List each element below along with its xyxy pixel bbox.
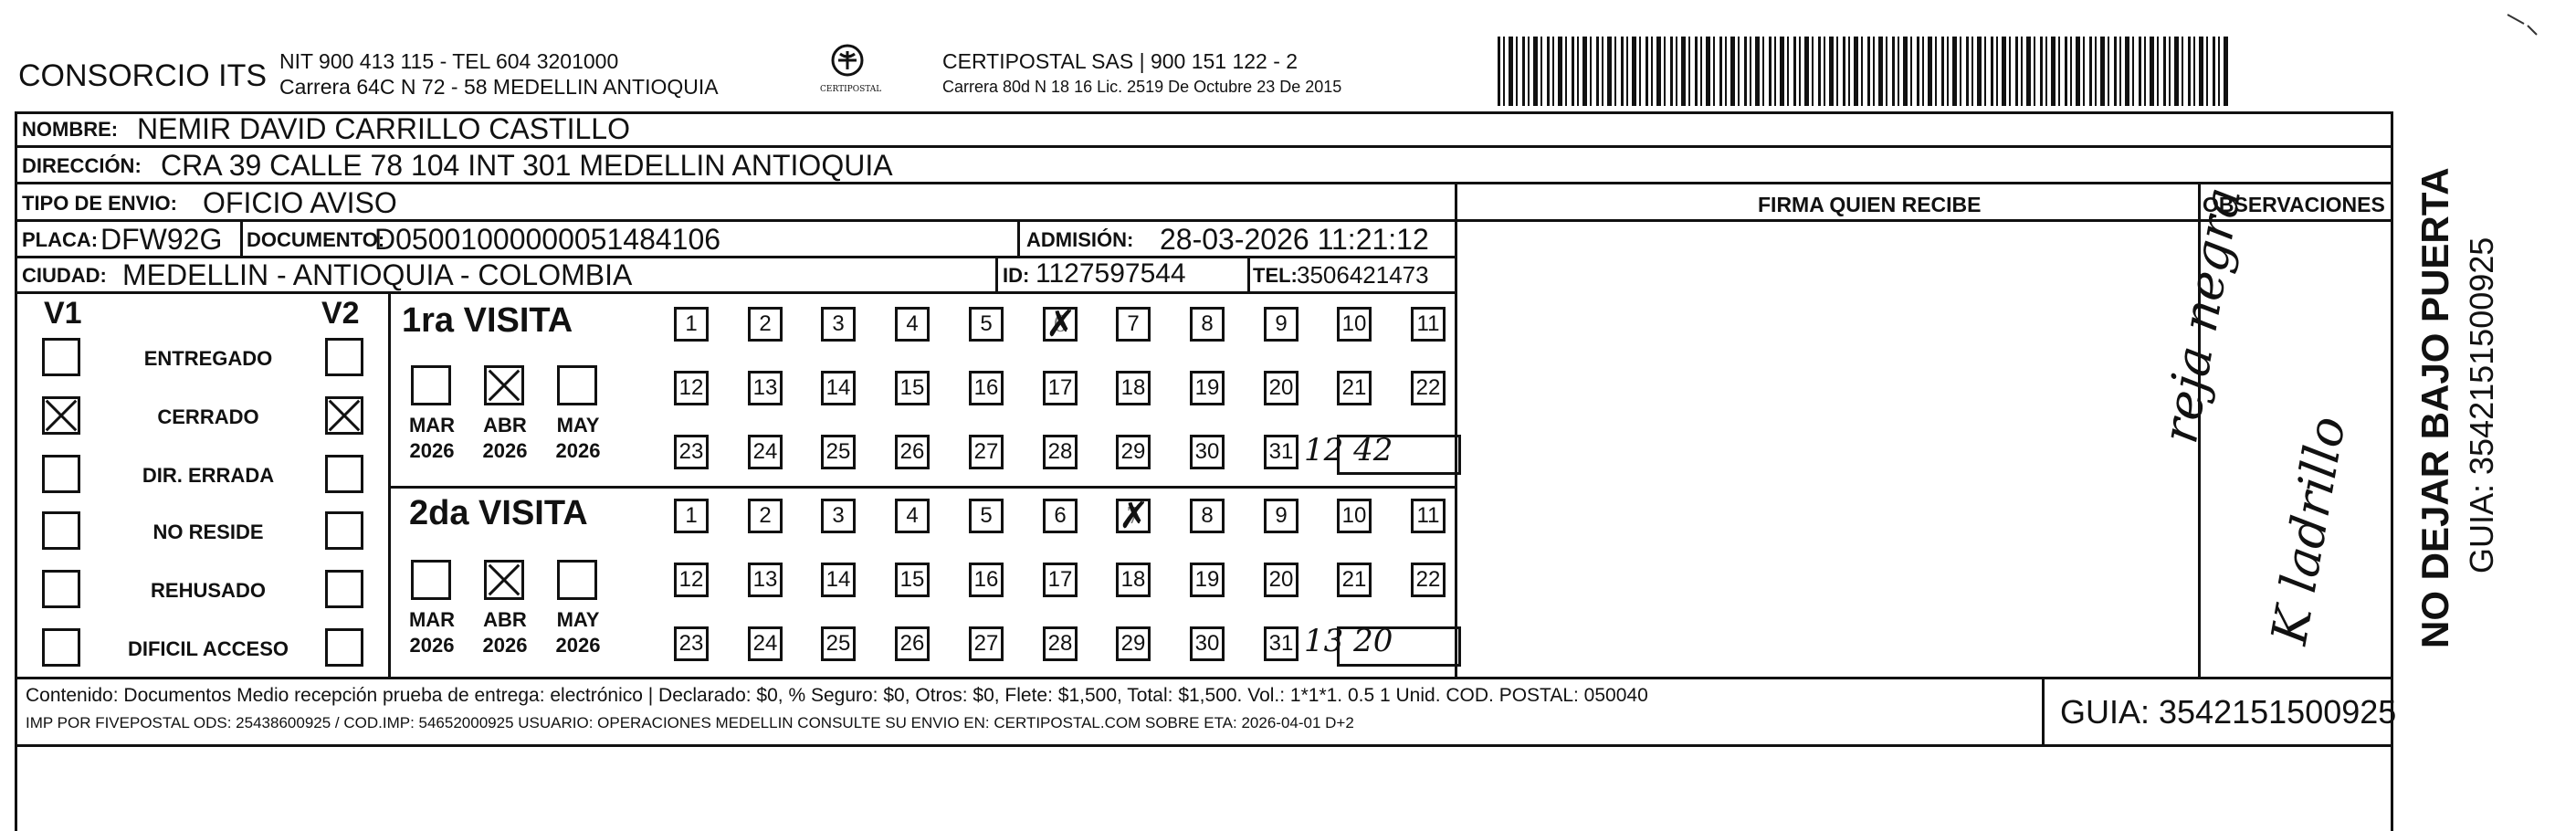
visit1-day-box[interactable] — [1190, 307, 1225, 342]
visit1-day-number: 16 — [973, 375, 999, 400]
status-v1-checkbox[interactable] — [42, 570, 80, 608]
admision-value: 28-03-2026 11:21:12 — [1160, 223, 1429, 256]
barcode — [1498, 37, 2228, 106]
visit2-day-number: 26 — [899, 631, 925, 656]
visit2-month-year: 2026 — [482, 634, 528, 657]
status-v2-checkbox[interactable] — [325, 511, 363, 550]
visit1-day-number: 5 — [980, 311, 993, 336]
visit1-day-number: 25 — [825, 439, 851, 464]
contenido-text: Contenido: Documentos Medio recepción prueba de entrega: electrónico | Declarado: $0, % Seguro: $0, Otros: $0, Flete: $1,500, Total: $1,500. Vol.: 1*1*1. 0.5 1 Unid. COD. POSTAL: 050040 — [26, 685, 1648, 706]
observaciones-label: OBSERVACIONES — [2203, 193, 2385, 216]
admision-label: ADMISIÓN: — [1026, 228, 1134, 251]
visit1-day-number: 8 — [1201, 311, 1214, 336]
visit1-day-number: 27 — [973, 439, 999, 464]
visit1-day-box[interactable] — [1411, 371, 1446, 405]
visit2-day-box[interactable] — [748, 563, 783, 597]
visit1-month-label: ABR — [483, 414, 527, 437]
side-warning: NO DEJAR BAJO PUERTA — [2413, 167, 2456, 648]
visit2-day-number: 21 — [1341, 567, 1367, 592]
visit2-day-box[interactable] — [1411, 499, 1446, 533]
visit2-day-box[interactable] — [1190, 563, 1225, 597]
visit2-month-label: ABR — [483, 608, 527, 631]
visit2-day-number: 10 — [1341, 503, 1367, 528]
documento-label: DOCUMENTO: — [247, 228, 385, 251]
direccion-label: DIRECCIÓN: — [22, 154, 142, 177]
visit2-month-label: MAY — [556, 608, 600, 631]
visit1-day-number: 26 — [899, 439, 925, 464]
visit2-day-box[interactable] — [1411, 563, 1446, 597]
visit2-day-box[interactable] — [895, 626, 930, 661]
visit1-month-year: 2026 — [555, 439, 601, 462]
visit1-day-number: 20 — [1268, 375, 1294, 400]
visit1-day-number: 17 — [1047, 375, 1073, 400]
visit2-day-box[interactable] — [821, 626, 856, 661]
status-label: NO RESIDE — [152, 521, 264, 543]
visit1-day-box[interactable] — [674, 371, 709, 405]
visit1-day-number: 6 — [1053, 311, 1067, 337]
visit2-day-box[interactable] — [1116, 626, 1151, 661]
visit2-day-number: 7 — [1126, 503, 1141, 529]
direccion-value: CRA 39 CALLE 78 104 INT 301 MEDELLIN ANTIOQUIA — [161, 149, 893, 182]
visit1-title: 1ra VISITA — [402, 301, 573, 340]
visit1-day-box[interactable] — [821, 435, 856, 469]
visit2-day-box[interactable] — [674, 563, 709, 597]
visit2-day-number: 31 — [1268, 631, 1294, 656]
placa-value: DFW92G — [100, 223, 223, 256]
id-value: 1127597544 — [1036, 258, 1186, 289]
visit2-day-box[interactable] — [895, 563, 930, 597]
visit2-day-box[interactable] — [674, 499, 709, 533]
tel-value: 3506421473 — [1297, 261, 1429, 289]
corner-mark — [2506, 13, 2542, 40]
visit1-day-box[interactable] — [821, 371, 856, 405]
visit2-month-year: 2026 — [409, 634, 455, 657]
visit1-day-number: 1 — [685, 311, 698, 336]
visit2-day-box[interactable] — [1190, 626, 1225, 661]
status-v1-checkbox[interactable] — [42, 455, 80, 493]
carrier-name: CERTIPOSTAL SAS | 900 151 122 - 2 — [942, 49, 1299, 73]
visit2-day-box[interactable] — [748, 626, 783, 661]
visit1-day-box[interactable] — [895, 435, 930, 469]
visit1-day-box[interactable] — [1043, 371, 1078, 405]
visit2-month-checkbox[interactable] — [557, 560, 597, 600]
visit2-day-number: 28 — [1047, 631, 1073, 656]
tipo-value: OFICIO AVISO — [203, 186, 397, 219]
company-nit: NIT 900 413 115 - TEL 604 3201000 — [279, 49, 619, 73]
visit2-day-box[interactable] — [969, 563, 1004, 597]
visit1-day-number: 10 — [1341, 311, 1367, 336]
visit2-day-number: 23 — [678, 631, 704, 656]
visit2-day-number: 13 — [752, 567, 778, 592]
visit1-day-box[interactable] — [1190, 371, 1225, 405]
placa-label: PLACA: — [22, 228, 99, 251]
visit2-day-number: 25 — [825, 631, 851, 656]
visit1-day-box[interactable] — [895, 371, 930, 405]
status-v2-checkbox[interactable] — [325, 396, 363, 435]
visit2-day-box[interactable] — [1264, 499, 1299, 533]
visit2-day-box[interactable] — [1337, 563, 1372, 597]
visit1-month-checkbox[interactable] — [411, 365, 451, 405]
visit2-day-number: 11 — [1416, 503, 1440, 528]
visit2-day-number: 9 — [1275, 503, 1288, 528]
visit1-day-box[interactable] — [895, 307, 930, 342]
certipostal-logo-icon — [820, 40, 875, 104]
certipostal-logo — [820, 40, 882, 104]
visit1-day-box[interactable] — [969, 371, 1004, 405]
status-v1-checkbox[interactable] — [42, 628, 80, 667]
visit1-day-number: 28 — [1047, 439, 1073, 464]
status-v2-checkbox[interactable] — [325, 338, 363, 376]
visit1-day-number: 13 — [752, 375, 778, 400]
visit2-day-box[interactable] — [1264, 626, 1299, 661]
visit1-day-box[interactable] — [1116, 307, 1151, 342]
visit1-day-box[interactable] — [1043, 435, 1078, 469]
visit2-day-number: 29 — [1120, 631, 1146, 656]
visit1-day-number: 31 — [1268, 439, 1294, 464]
status-v1-checkbox[interactable] — [42, 511, 80, 550]
visit2-day-number: 14 — [825, 567, 851, 592]
company-address: Carrera 64C N 72 - 58 MEDELLIN ANTIOQUIA — [279, 75, 719, 99]
visit2-day-box[interactable] — [821, 499, 856, 533]
visit1-day-box[interactable] — [821, 307, 856, 342]
visit2-day-number: 5 — [980, 503, 993, 528]
visit1-day-box[interactable] — [1337, 307, 1372, 342]
visit2-day-box[interactable] — [748, 499, 783, 533]
visit2-month-year: 2026 — [555, 634, 601, 657]
visit2-day-number: 4 — [906, 503, 919, 528]
footer-guia: GUIA: 3542151500925 — [2060, 693, 2397, 731]
visit1-day-number: 21 — [1341, 375, 1367, 400]
visit1-month-year: 2026 — [409, 439, 455, 462]
tipo-label: TIPO DE ENVIO: — [22, 192, 177, 215]
visit1-day-box[interactable] — [748, 371, 783, 405]
visit2-day-number: 6 — [1054, 503, 1067, 528]
visit2-day-number: 12 — [678, 567, 704, 592]
visit2-day-number: 3 — [832, 503, 845, 528]
visit1-month-checkbox[interactable] — [557, 365, 597, 405]
visit2-month-checkbox[interactable] — [411, 560, 451, 600]
visit1-day-box[interactable] — [1190, 435, 1225, 469]
visit1-day-box[interactable] — [1116, 371, 1151, 405]
visit1-month-label: MAY — [556, 414, 600, 437]
status-v1-checkbox[interactable] — [42, 338, 80, 376]
visit1-day-number: 30 — [1194, 439, 1220, 464]
visit2-day-number: 2 — [759, 503, 772, 528]
visit1-day-number: 24 — [752, 439, 778, 464]
visit1-day-number: 3 — [832, 311, 845, 336]
visit1-day-box[interactable] — [674, 307, 709, 342]
logo-text: CERTIPOSTAL — [820, 85, 882, 94]
company-name: CONSORCIO ITS — [18, 58, 268, 93]
visit1-day-box[interactable] — [674, 435, 709, 469]
visit1-day-number: 7 — [1127, 311, 1140, 336]
visit1-day-number: 14 — [825, 375, 851, 400]
ciudad-value: MEDELLIN - ANTIOQUIA - COLOMBIA — [122, 258, 633, 291]
imp-text: IMP POR FIVEPOSTAL ODS: 25438600925 / COD.IMP: 54652000925 USUARIO: OPERACIONES MEDELLIN CONSULTE SU ENVIO EN: CERTIPOSTAL.COM SOBRE ETA: 2026-04-01 D+2 — [26, 714, 1354, 731]
visit1-day-box[interactable] — [1264, 307, 1299, 342]
visit1-day-number: 12 — [678, 375, 704, 400]
visit2-day-number: 27 — [973, 631, 999, 656]
visit1-day-box[interactable] — [1264, 435, 1299, 469]
visit1-day-box[interactable] — [1411, 307, 1446, 342]
visit2-title: 2da VISITA — [409, 494, 588, 532]
visit2-day-number: 20 — [1268, 567, 1294, 592]
visit2-day-box[interactable] — [1337, 499, 1372, 533]
visit2-day-number: 18 — [1120, 567, 1146, 592]
visit1-month-label: MAR — [408, 414, 456, 437]
visit1-day-number: 11 — [1416, 311, 1440, 336]
status-label: DIR. ERRADA — [142, 464, 275, 487]
visit1-day-number: 22 — [1415, 375, 1441, 400]
visit2-day-number: 17 — [1047, 567, 1073, 592]
tel-label: TEL: — [1253, 264, 1298, 287]
obs-handwriting-2: K ladrillo — [2260, 412, 2357, 649]
visit2-day-box[interactable] — [969, 499, 1004, 533]
visit2-day-number: 19 — [1194, 567, 1220, 592]
visit1-day-box[interactable] — [748, 435, 783, 469]
visit2-day-number: 1 — [685, 503, 698, 528]
status-v1-checkbox[interactable] — [42, 396, 80, 435]
visit1-day-box[interactable] — [969, 307, 1004, 342]
visit2-time: 13 20 — [1304, 623, 1393, 659]
visit1-day-box[interactable] — [1264, 371, 1299, 405]
visit1-day-number: 18 — [1120, 375, 1146, 400]
visit2-day-box[interactable] — [1116, 499, 1151, 533]
nombre-label: NOMBRE: — [22, 118, 119, 141]
visit1-day-number: 4 — [906, 311, 919, 336]
visit1-month-checkbox[interactable] — [484, 365, 524, 405]
id-label: ID: — [1003, 264, 1030, 287]
visit2-day-box[interactable] — [1043, 563, 1078, 597]
visit2-day-box[interactable] — [1190, 499, 1225, 533]
status-label: REHUSADO — [151, 579, 266, 602]
visit2-day-box[interactable] — [1043, 626, 1078, 661]
visit1-day-box[interactable] — [1116, 435, 1151, 469]
status-label: ENTREGADO — [143, 347, 273, 370]
carrier-license: Carrera 80d N 18 16 Lic. 2519 De Octubre 23 De 2015 — [942, 78, 1342, 96]
nombre-value: NEMIR DAVID CARRILLO CASTILLO — [137, 112, 630, 145]
visit2-month-label: MAR — [408, 608, 456, 631]
v1-label: V1 — [44, 296, 82, 331]
visit2-day-number: 8 — [1201, 503, 1214, 528]
visit2-day-box[interactable] — [895, 499, 930, 533]
visit2-day-box[interactable] — [821, 563, 856, 597]
visit1-time: 12 42 — [1304, 432, 1393, 468]
visit2-day-box[interactable] — [1043, 499, 1078, 533]
visit2-day-box[interactable] — [1116, 563, 1151, 597]
visit1-day-number: 23 — [678, 439, 704, 464]
status-label: DIFICIL ACCESO — [127, 637, 289, 660]
obs-handwriting-1: reja negra — [2150, 183, 2253, 448]
visit1-day-box[interactable] — [1337, 371, 1372, 405]
visit2-day-number: 22 — [1415, 567, 1441, 592]
visit2-day-box[interactable] — [969, 626, 1004, 661]
ciudad-label: CIUDAD: — [22, 264, 107, 287]
visit2-day-number: 24 — [752, 631, 778, 656]
visit1-day-number: 29 — [1120, 439, 1146, 464]
visit1-day-box[interactable] — [748, 307, 783, 342]
status-v2-checkbox[interactable] — [325, 455, 363, 493]
visit1-day-number: 15 — [899, 375, 925, 400]
status-v2-checkbox[interactable] — [325, 628, 363, 667]
documento-value: D05001000000051484106 — [374, 223, 721, 256]
visit1-day-number: 19 — [1194, 375, 1220, 400]
status-v2-checkbox[interactable] — [325, 570, 363, 608]
firma-label: FIRMA QUIEN RECIBE — [1758, 193, 1982, 216]
visit2-day-number: 30 — [1194, 631, 1220, 656]
v2-label: V2 — [321, 296, 360, 331]
visit1-day-box[interactable] — [1043, 307, 1078, 342]
visit2-month-checkbox[interactable] — [484, 560, 524, 600]
side-guia: GUIA: 3542151500925 — [2463, 237, 2500, 573]
visit2-day-box[interactable] — [1264, 563, 1299, 597]
visit1-day-number: 2 — [759, 311, 772, 336]
visit1-day-number: 9 — [1275, 311, 1288, 336]
visit1-month-year: 2026 — [482, 439, 528, 462]
status-label: CERRADO — [157, 405, 259, 428]
visit2-day-number: 15 — [899, 567, 925, 592]
visit2-day-box[interactable] — [674, 626, 709, 661]
visit2-day-number: 16 — [973, 567, 999, 592]
visit1-day-box[interactable] — [969, 435, 1004, 469]
